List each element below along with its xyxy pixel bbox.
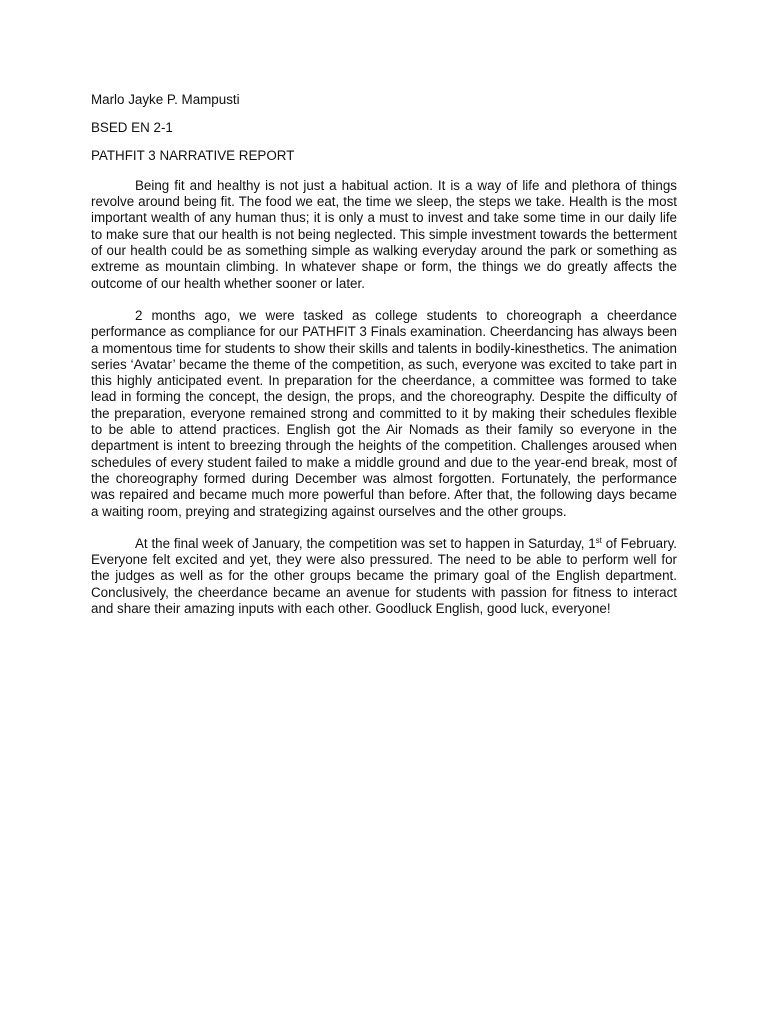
paragraph-3-part-1: At the final week of January, the competition was set to happen in Saturday, 1 xyxy=(135,535,596,551)
course-section: BSED EN 2-1 xyxy=(91,119,173,135)
document-page xyxy=(91,92,677,633)
report-title: PATHFIT 3 NARRATIVE REPORT xyxy=(91,147,295,163)
author-name: Marlo Jayke P. Mampusti xyxy=(91,92,240,107)
paragraph-3 xyxy=(91,536,677,617)
paragraph-2: 2 months ago, we were tasked as college students to choreograph a cheerdance performance as compliance for our PATHFIT 3 Finals examination. Cheerdancing has always been a momentous time for students to show their skills and talents in bodily-kinesthetics. The animation series ‘Avatar’ became the theme of the competition, as such, everyone was excited to take part in this highly anticipated event. In preparation for the cheerdance, a committee was formed to take lead in forming the concept, the design, the props, and the choreography. Despite the difficulty of the preparation, everyone remained strong and committed to it by making their schedules flexible to be able to attend practices. English got the Air Nomads as their family so everyone in the department is intent to breezing through the heights of the competition. Challenges aroused when schedules of every student failed to make a middle ground and due to the year-end break, most of the choreography formed during December was almost forgotten. Fortunately, the performance was repaired and became much more powerful than before. After that, the following days became a waiting room, preying and strategizing against ourselves and the other groups. xyxy=(91,307,677,519)
paragraph-3-part-2: of February. Everyone felt excited and yet, they were also pressured. The need to be able to perform well for the judges as well as for the other groups became the primary goal of the English department. Conclusively, the cheerdance became an avenue for students with passion for fitness to interact and share their amazing inputs with each other. Goodluck English, good luck, everyone! xyxy=(91,535,677,617)
ordinal-suffix: st xyxy=(595,535,602,545)
paragraph-1: Being fit and healthy is not just a habitual action. It is a way of life and plethora of things revolve around being fit. The food we eat, the time we sleep, the steps we take. Health is the most important wealth of any human thus; it is only a must to invest and take some time in our daily life to make sure that our health is not being neglected. This simple investment towards the betterment of our health could be as something simple as walking everyday around the park or something as extreme as mountain climbing. In whatever shape or form, the things we do greatly affects the outcome of our health whether sooner or later. xyxy=(91,177,677,291)
